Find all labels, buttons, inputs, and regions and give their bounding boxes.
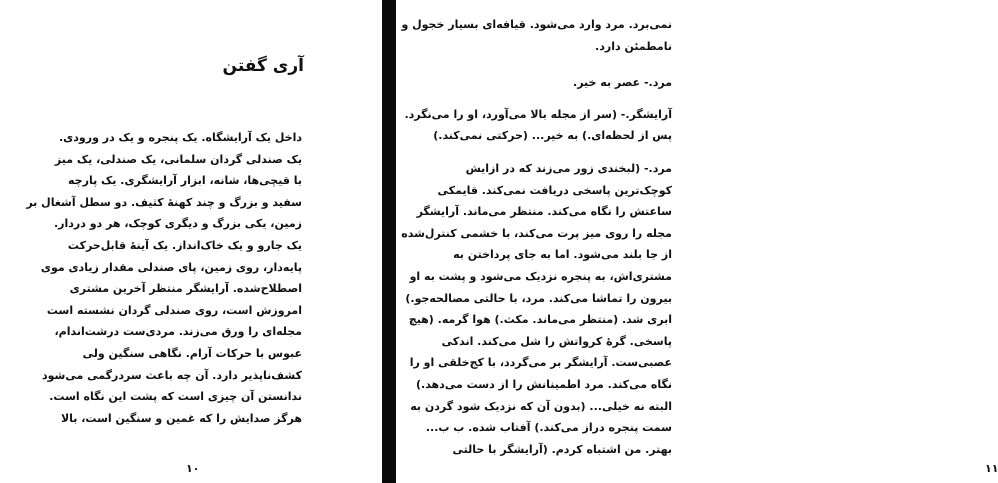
- text-line: مجله را روی میز پرت می‌کند، با خشمی کنترل‌شده: [401, 226, 672, 240]
- right-page: [396, 0, 998, 483]
- text-line: مرد.- عصر به خیر.: [573, 76, 672, 89]
- play-title: آری گفتن: [222, 56, 304, 76]
- text-line: البته نه خیلی... (بدون آن که نزدیک شود گردن به: [410, 399, 672, 413]
- text-line: ابری شد. (منتظر می‌ماند. مکث.) هوا گرمه. (هیچ: [408, 313, 672, 327]
- text-line: یک جارو و یک خاک‌انداز. یک آینهٔ قابل‌حرکت: [67, 238, 302, 252]
- text-line: امروزش است، روی صندلی گردان نشسته است: [46, 303, 302, 317]
- text-line: مجله‌ای را ورق می‌زند. مردی‌ست درشت‌اندام،: [54, 325, 302, 339]
- right-page-number: ۱۱: [985, 462, 998, 475]
- text-line: از جا بلند می‌شود. اما به جای پرداختن به: [453, 248, 672, 262]
- text-line: هرگز صدایش را که غمین و سنگین است، بالا: [60, 411, 302, 425]
- text-line: پاسخی. گرهٔ کرواتش را شل می‌کند. اندکی: [441, 334, 672, 348]
- text-line: سفید و بزرگ و چند کهنهٔ کثیف. دو سطل آشغال بر: [26, 195, 302, 209]
- text-line: عصبی‌ست. آرایشگر بر می‌گردد، با کج‌خلقی او را: [409, 356, 672, 370]
- text-line: کشف‌ناپذیر دارد. آن چه باعث سردرگمی می‌شود: [42, 368, 302, 382]
- text-line: کوچک‌ترین پاسخی دریافت نمی‌کند. قایمکی: [437, 183, 672, 197]
- text-line: آرایشگر.- (سر از مجله بالا می‌آورد، او را می‌نگرد.: [404, 107, 672, 121]
- text-line: نمی‌برد. مرد وارد می‌شود. قیافه‌ای بسیار خجول و: [401, 18, 672, 31]
- text-line: نامطمئن دارد.: [595, 39, 672, 53]
- text-line: با قیچی‌ها، شانه، ابزار آرایشگری. یک پارچه: [68, 174, 302, 188]
- text-line: ندانستن آن چیزی است که پشت این نگاه است.: [49, 390, 302, 404]
- text-line: پس از لحظه‌ای.) به خیر... (حرکتی نمی‌کند.): [433, 129, 672, 143]
- text-line: [402, 94, 672, 104]
- right-page-dialogue: [402, 72, 672, 147]
- text-line: عبوس با حرکات آرام. نگاهی سنگین ولی: [82, 346, 302, 360]
- left-page-number: ۱۰: [186, 462, 200, 475]
- text-line: یک صندلی گردان سلمانی، یک صندلی، یک میز: [54, 152, 302, 166]
- text-line: زمین، یکی بزرگ و دیگری کوچک، هر دو دردار.: [53, 217, 302, 231]
- text-line: مرد.- (لبخندی زور می‌زند که در ازایش: [465, 162, 672, 175]
- text-line: بهتر. من اشتباه کردم. (آرایشگر با حالتی: [452, 442, 672, 456]
- text-line: اصطلاح‌شده. آرایشگر منتظر آخرین مشتری: [69, 282, 302, 296]
- text-line: نگاه می‌کند. مرد اطمینانش را از دست می‌دهد.): [416, 377, 672, 391]
- text-line: داخل یک آرایشگاه. یک پنجره و یک در ورودی.: [59, 131, 302, 144]
- right-page-body: [402, 158, 672, 460]
- text-line: بیرون را تماشا می‌کند. مرد، با حالتی مصالحه‌جو.): [405, 291, 672, 305]
- right-page-intro: [402, 14, 672, 57]
- book-spine: [382, 0, 396, 483]
- text-line: سمت پنجره دراز می‌کند.) آفتاب شده. ب ب...: [425, 421, 672, 435]
- left-page: [0, 0, 382, 483]
- left-page-body: [12, 127, 302, 429]
- text-line: پایه‌دار، روی زمین، پای صندلی مقدار زیادی موی: [40, 260, 302, 274]
- text-line: مشتری‌اش، به پنجره نزدیک می‌شود و پشت به او: [409, 269, 672, 283]
- text-line: ساعتش را نگاه می‌کند. منتظر می‌ماند. آرایشگر: [416, 205, 672, 219]
